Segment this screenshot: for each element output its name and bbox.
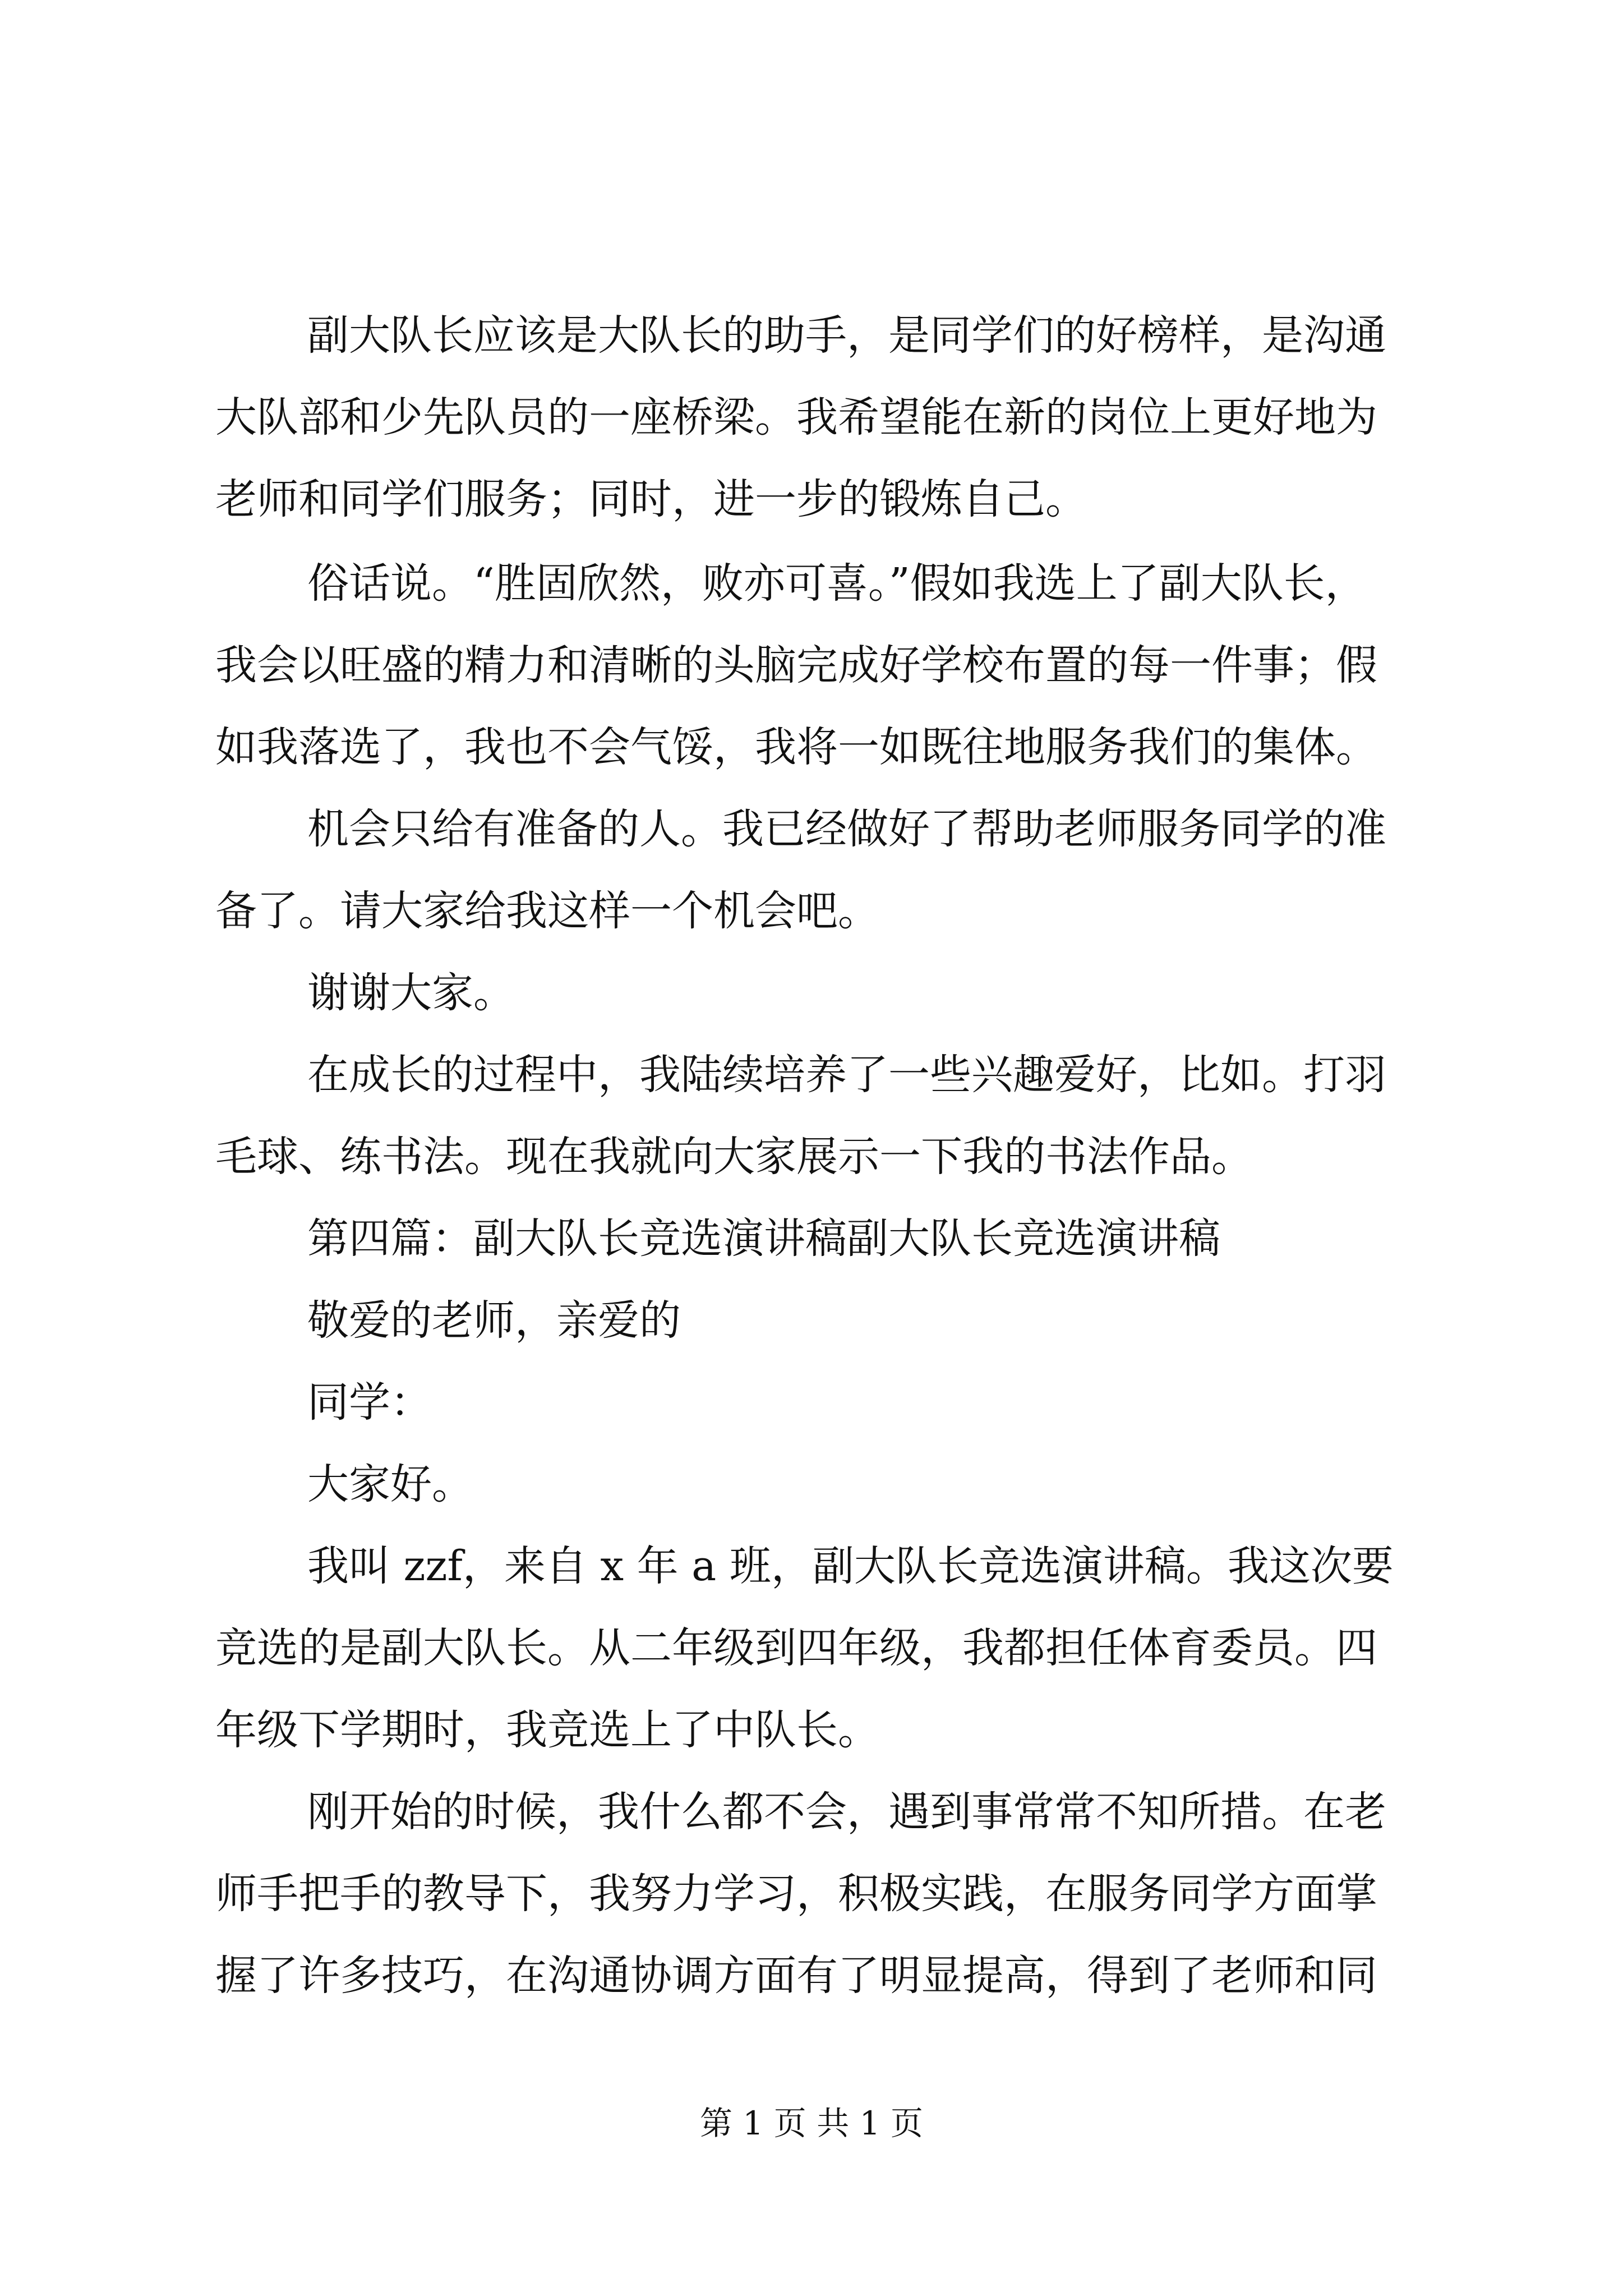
paragraph-line: 大队部和少先队员的一座桥梁。我希望能在新的岗位上更好地为	[215, 393, 1377, 441]
paragraph-line: 机会只给有准备的人。我已经做好了帮助老师服务同学的准	[307, 805, 1386, 853]
salutation-line: 同学：	[307, 1378, 432, 1427]
paragraph-line: 俗话说。“胜固欣然，败亦可喜。”假如我选上了副大队长，	[307, 559, 1367, 608]
greeting-line: 大家好。	[307, 1460, 473, 1508]
page-footer: 第 1 页 共 1 页	[700, 2104, 923, 2142]
paragraph-line: 刚开始的时候，我什么都不会，遇到事常常不知所措。在老	[307, 1788, 1386, 1836]
paragraph-line: 年级下学期时，我竞选上了中队长。	[215, 1706, 879, 1754]
section-heading: 第四篇：副大队长竞选演讲稿副大队长竞选演讲稿	[307, 1214, 1220, 1263]
paragraph-line: 老师和同学们服务；同时，进一步的锻炼自己。	[215, 475, 1087, 523]
paragraph-line: 师手把手的教导下，我努力学习，积极实践，在服务同学方面掌	[215, 1870, 1377, 1918]
paragraph-line: 备了。请大家给我这样一个机会吧。	[215, 887, 879, 935]
paragraph-line: 我会以旺盛的精力和清晰的头脑完成好学校布置的每一件事；假	[215, 641, 1377, 689]
paragraph-line: 谢谢大家。	[307, 969, 515, 1017]
paragraph-line: 握了许多技巧，在沟通协调方面有了明显提高，得到了老师和同	[215, 1952, 1377, 2000]
paragraph-line: 我叫 zzf，来自 x 年 a 班，副大队长竞选演讲稿。我这次要	[307, 1542, 1394, 1590]
paragraph-line: 毛球、练书法。现在我就向大家展示一下我的书法作品。	[215, 1133, 1253, 1181]
paragraph-line: 如我落选了，我也不会气馁，我将一如既往地服务我们的集体。	[215, 723, 1377, 771]
paragraph-line: 竞选的是副大队长。从二年级到四年级，我都担任体育委员。四	[215, 1624, 1377, 1672]
paragraph-line: 在成长的过程中，我陆续培养了一些兴趣爱好，比如。打羽	[307, 1051, 1386, 1099]
salutation-line: 敬爱的老师，亲爱的	[307, 1296, 681, 1345]
paragraph-line: 副大队长应该是大队长的助手，是同学们的好榜样，是沟通	[307, 311, 1386, 360]
